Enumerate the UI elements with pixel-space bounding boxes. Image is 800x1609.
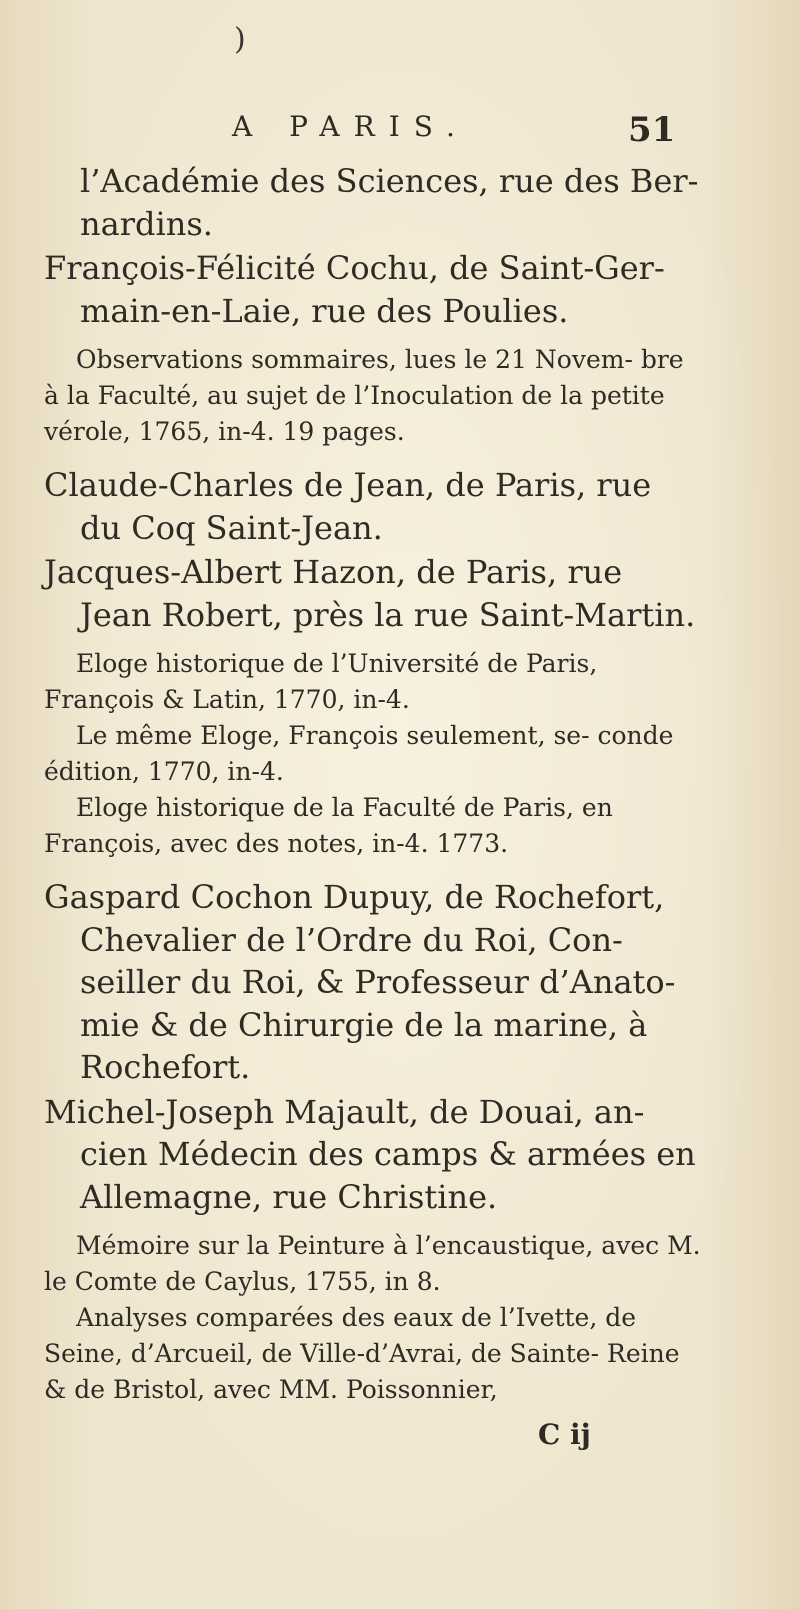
publication-item: Eloge historique de la Faculté de Paris, en François, avec des notes, in-4. 1773. — [44, 793, 613, 858]
entry-majault — [44, 1091, 704, 1219]
page-number: 51 — [628, 110, 676, 150]
entry-academie — [44, 160, 704, 245]
text-block — [44, 160, 704, 1422]
entry-line: Claude-Charles de Jean, de Paris, rue — [44, 466, 652, 504]
entry-dupuy — [44, 876, 704, 1089]
running-title: A PARIS. — [232, 110, 469, 143]
publication-item: Mémoire sur la Peinture à l’encaustique, avec M. le Comte de Caylus, 1755, in 8. — [44, 1231, 701, 1296]
entry-cochu — [44, 247, 704, 332]
entry-line: nardins. — [80, 204, 213, 243]
entry-line: Michel-Joseph Majault, de Douai, an- — [44, 1092, 645, 1131]
entry-line: Rochefort. — [80, 1048, 251, 1086]
entry-line: Jean Robert, près la rue Saint-Martin. — [80, 595, 696, 634]
publication-list — [44, 646, 704, 862]
publication-item: Analyses comparées des eaux de l’Ivette, de Seine, d’Arcueil, de Ville-d’Avrai, de Sainte- Reine & de Bristol, avec MM. Poissonnier, — [44, 1303, 680, 1404]
entry-line: du Coq Saint-Jean. — [80, 508, 383, 547]
top-margin-mark: ) — [234, 22, 246, 57]
entry-line: Chevalier de l’Ordre du Roi, Con- — [80, 920, 623, 959]
entry-line: mie & de Chirurgie de la marine, à — [80, 1005, 648, 1044]
entry-line: Allemagne, rue Christine. — [80, 1177, 498, 1216]
entry-line: main-en-Laie, rue des Poulies. — [80, 291, 569, 330]
entry-line: l’Académie des Sciences, rue des Ber- — [80, 162, 699, 200]
entry-line: Jacques-Albert Hazon, de Paris, rue — [44, 553, 623, 591]
entry-jean — [44, 464, 704, 549]
entry-line: seiller du Roi, & Professeur d’Anato- — [80, 963, 676, 1001]
publication-item: Eloge historique de l’Université de Paris, François & Latin, 1770, in-4. — [44, 649, 598, 714]
entry-hazon — [44, 551, 704, 636]
publication-list — [44, 1228, 704, 1408]
publication-list — [44, 342, 704, 450]
running-head — [0, 110, 800, 150]
entry-line: cien Médecin des camps & armées en — [80, 1135, 696, 1173]
signature-mark: C ij — [538, 1418, 591, 1451]
publication-item: Le même Eloge, François seulement, se- conde édition, 1770, in-4. — [44, 721, 674, 786]
entry-line: Gaspard Cochon Dupuy, de Rochefort, — [44, 878, 665, 916]
entry-line: François-Félicité Cochu, de Saint-Ger- — [44, 249, 665, 287]
publication-item: Observations sommaires, lues le 21 Novem- bre à la Faculté, au sujet de l’Inoculation de la petite vérole, 1765, in-4. 19 pages. — [44, 345, 684, 446]
